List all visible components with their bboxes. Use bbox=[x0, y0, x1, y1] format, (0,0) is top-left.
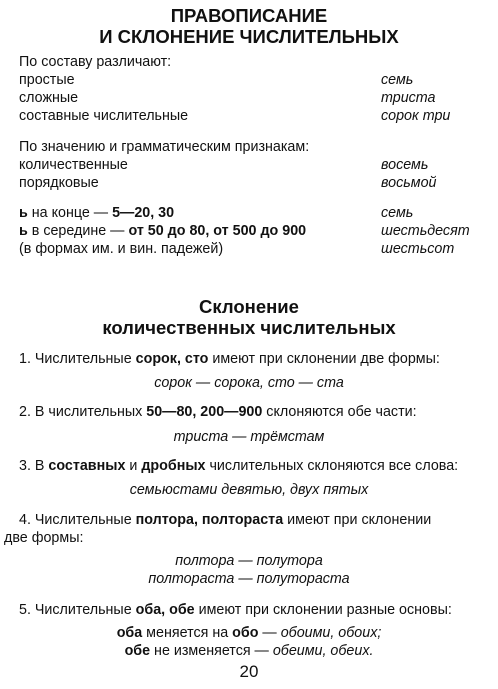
composition-example-simple: семь bbox=[381, 72, 414, 88]
rule-1: 1. Числительные сорок, сто имеют при склонении две формы: bbox=[19, 351, 440, 367]
soft-sign-end-rule: ь на конце — 5—20, 30 bbox=[19, 205, 175, 221]
declension-title-line2: количественных числительных bbox=[102, 317, 396, 338]
page-title-line2: И СКЛОНЕНИЕ ЧИСЛИТЕЛЬНЫХ bbox=[99, 26, 399, 47]
composition-label-compound: составные числительные bbox=[19, 108, 189, 124]
rule-2: 2. В числительных 50—80, 200—900 склоняются обе части: bbox=[19, 404, 417, 420]
composition-header: По составу различают: bbox=[19, 54, 172, 70]
soft-sign-end-example: семь bbox=[381, 205, 414, 221]
page-number: 20 bbox=[239, 662, 259, 681]
meaning-label-ordinal: порядковые bbox=[19, 175, 99, 191]
composition-example-compound: сорок три bbox=[381, 108, 451, 124]
composition-example-complex: триста bbox=[381, 90, 436, 106]
composition-label-simple: простые bbox=[19, 72, 75, 88]
soft-sign-case-example: шестьсот bbox=[381, 241, 455, 257]
rule-1-example: сорок — сорока, сто — ста bbox=[154, 375, 344, 391]
rule-5-line-2: обе не изменяется — обеими, обеих. bbox=[124, 643, 374, 659]
meaning-example-cardinal: восемь bbox=[381, 157, 429, 173]
rule-3-example: семьюстами девятью, двух пятых bbox=[129, 482, 369, 498]
rule-3: 3. В составных и дробных числительных склоняются все слова: bbox=[19, 458, 459, 474]
rule-4-example-2: полтораста — полутораста bbox=[148, 571, 350, 587]
declension-title-line1: Склонение bbox=[199, 296, 299, 317]
meaning-header: По значению и грамматическим признакам: bbox=[19, 139, 310, 155]
soft-sign-middle-rule: ь в середине — от 50 до 80, от 500 до 900 bbox=[19, 223, 307, 239]
rule-4: 4. Числительные полтора, полтораста имеют при склонении bbox=[19, 512, 432, 528]
composition-label-complex: сложные bbox=[19, 90, 79, 106]
meaning-label-cardinal: количественные bbox=[19, 157, 128, 173]
rule-4-continuation: две формы: bbox=[4, 530, 84, 546]
rule-5: 5. Числительные оба, обе имеют при склонении разные основы: bbox=[19, 602, 452, 618]
soft-sign-middle-example: шестьдесят bbox=[381, 223, 470, 239]
page-title-line1: ПРАВОПИСАНИЕ bbox=[170, 5, 328, 26]
rule-4-example-1: полтора — полутора bbox=[175, 553, 323, 569]
rule-5-line-1: оба меняется на обо — обоими, обоих; bbox=[116, 625, 382, 641]
rule-2-example: триста — трёмстам bbox=[173, 429, 325, 445]
soft-sign-case-note: (в формах им. и вин. падежей) bbox=[19, 241, 224, 257]
meaning-example-ordinal: восьмой bbox=[381, 175, 437, 191]
